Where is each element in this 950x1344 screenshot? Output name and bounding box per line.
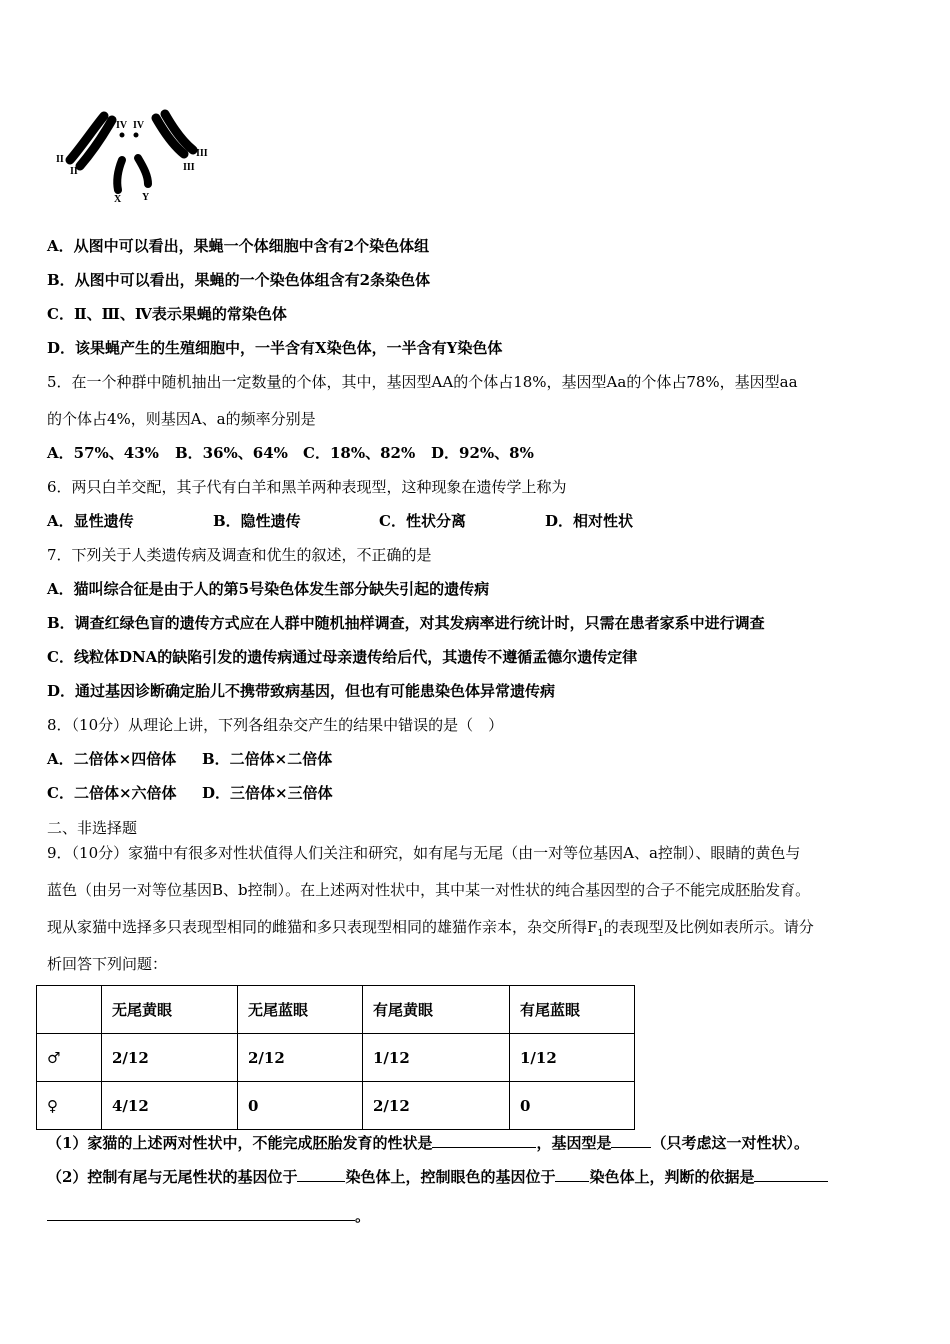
table-cell: 0 xyxy=(238,1082,363,1130)
q7-stem: 7．下列关于人类遗传病及调查和优生的叙述，不正确的是 xyxy=(47,546,432,564)
table-cell: 2/12 xyxy=(363,1082,510,1130)
q9-sub1-text-a: （1）家猫的上述两对性状中，不能完成胚胎发育的性状是 xyxy=(47,1134,433,1152)
answer-blank-eye-chromosome[interactable] xyxy=(555,1166,589,1182)
q9-sub2-text-c: 染色体上，判断的依据是 xyxy=(589,1168,755,1186)
table-cell-sex: ♂ xyxy=(37,1034,102,1082)
chromosome-IV-b xyxy=(134,133,139,138)
q8-stem: 8．（10分）从理论上讲，下列各组杂交产生的结果中错误的是（ ） xyxy=(47,716,504,734)
q9-sub1-text-b: ，基因型是 xyxy=(536,1134,612,1152)
label-II-2: II xyxy=(70,166,78,177)
table-cell: 4/12 xyxy=(102,1082,238,1130)
q4-option-d: D．该果蝇产生的生殖细胞中，一半含有X染色体，一半含有Y染色体 xyxy=(47,339,503,357)
q6-stem: 6．两只白羊交配，其子代有白羊和黑羊两种表现型，这种现象在遗传学上称为 xyxy=(47,478,567,496)
q6-option-a: A．显性遗传 xyxy=(47,512,134,530)
answer-blank-tail-chromosome[interactable] xyxy=(297,1166,345,1182)
q9-sub1-text-c: （只考虑这一对性状）。 xyxy=(651,1134,809,1152)
answer-blank-reason-part2[interactable] xyxy=(47,1205,355,1221)
q9-stem-line3-b: 的表现型及比例如表所示。请分 xyxy=(603,918,814,936)
q9-stem-line2: 蓝色（由另一对等位基因B、b控制）。在上述两对性状中，其中某一对性状的纯合基因型的合子不能完成胚胎发育。 xyxy=(47,881,811,899)
q5-options xyxy=(47,443,534,463)
table-header-cell xyxy=(37,986,102,1034)
label-IV-1: IV xyxy=(116,120,128,131)
q9-sub2-continued xyxy=(47,1205,370,1226)
table-header-cell: 有尾黄眼 xyxy=(363,986,510,1034)
q5-option-d: D．92%、8% xyxy=(431,444,534,462)
q4-option-c: C．Ⅱ、Ⅲ、Ⅳ表示果蝇的常染色体 xyxy=(47,305,287,323)
q5-option-b: B．36%、64% xyxy=(175,444,288,462)
table-row xyxy=(37,1082,635,1130)
q8-option-a: A．二倍体×四倍体 xyxy=(47,750,177,768)
q5-option-a: A．57%、43% xyxy=(47,444,159,462)
q4-option-b: B．从图中可以看出，果蝇的一个染色体组含有2条染色体 xyxy=(47,271,431,289)
q8-option-d: D．三倍体×三倍体 xyxy=(202,784,333,802)
table-cell-sex: ♀ xyxy=(37,1082,102,1130)
f1-phenotype-table xyxy=(36,985,635,1130)
q6-option-d: D．相对性状 xyxy=(545,512,634,530)
q8-option-b: B．二倍体×二倍体 xyxy=(202,750,333,768)
q9-sub2 xyxy=(47,1166,828,1187)
table-cell: 1/12 xyxy=(510,1034,635,1082)
q9-stem-line3 xyxy=(47,917,814,944)
label-IV-2: IV xyxy=(133,120,145,131)
q8-option-c: C．二倍体×六倍体 xyxy=(47,784,177,802)
q9-stem-line3-a: 现从家猫中选择多只表现型相同的雌猫和多只表现型相同的雄猫作亲本，杂交所得F xyxy=(47,918,598,936)
table-cell: 0 xyxy=(510,1082,635,1130)
answer-blank-reason-part1[interactable] xyxy=(754,1166,828,1182)
answer-blank-trait[interactable] xyxy=(432,1132,536,1148)
q8-options-row1 xyxy=(47,749,332,769)
q6-option-c: C．性状分离 xyxy=(379,512,466,530)
label-III-1: III xyxy=(196,148,208,159)
table-header-cell: 无尾黄眼 xyxy=(102,986,238,1034)
q6-options xyxy=(47,511,633,531)
q9-f1-subscript: 1 xyxy=(597,928,604,939)
q9-stem-line4: 析回答下列问题： xyxy=(47,955,168,973)
table-row xyxy=(37,1034,635,1082)
label-III-2: III xyxy=(183,162,195,173)
q5-stem-line2: 的个体占4%，则基因A、a的频率分别是 xyxy=(47,410,316,428)
q6-option-b: B．隐性遗传 xyxy=(213,512,301,530)
table-cell: 2/12 xyxy=(238,1034,363,1082)
chromosome-karyotype-figure xyxy=(52,108,217,208)
answer-blank-genotype[interactable] xyxy=(611,1132,651,1148)
q9-sub2-text-b: 染色体上，控制眼色的基因位于 xyxy=(345,1168,556,1186)
q5-stem-line1: 5．在一个种群中随机抽出一定数量的个体，其中，基因型AA的个体占18%，基因型Aa的个体占78%，基因型aa xyxy=(47,373,798,391)
q7-option-d: D．通过基因诊断确定胎儿不携带致病基因，但也有可能患染色体异常遗传病 xyxy=(47,682,556,700)
q5-option-c: C．18%、82% xyxy=(303,444,416,462)
q7-option-b: B．调查红绿色盲的遗传方式应在人群中随机抽样调查，对其发病率进行统计时，只需在患者家系中进行调查 xyxy=(47,614,765,632)
q7-option-a: A．猫叫综合征是由于人的第5号染色体发生部分缺失引起的遗传病 xyxy=(47,580,490,598)
q7-option-c: C．线粒体DNA的缺陷引发的遗传病通过母亲遗传给后代，其遗传不遵循孟德尔遗传定律 xyxy=(47,648,638,666)
section-heading: 二、非选择题 xyxy=(47,819,138,837)
table-cell: 1/12 xyxy=(363,1034,510,1082)
q9-sub2-end: 。 xyxy=(355,1207,371,1225)
chromosome-X xyxy=(117,160,122,190)
chromosome-IV-a xyxy=(120,133,125,138)
label-II-1: II xyxy=(56,154,64,165)
chromosome-Y xyxy=(138,158,148,184)
table-cell: 2/12 xyxy=(102,1034,238,1082)
label-Y: Y xyxy=(142,192,150,203)
table-header-cell: 有尾蓝眼 xyxy=(510,986,635,1034)
table-header-cell: 无尾蓝眼 xyxy=(238,986,363,1034)
label-X: X xyxy=(114,194,122,205)
q9-stem-line1: 9．（10分）家猫中有很多对性状值得人们关注和研究，如有尾与无尾（由一对等位基因A、a控制）、眼睛的黄色与 xyxy=(47,844,801,862)
table-header-row xyxy=(37,986,635,1034)
q9-sub2-text-a: （2）控制有尾与无尾性状的基因位于 xyxy=(47,1168,298,1186)
q8-options-row2 xyxy=(47,783,333,803)
q9-sub1 xyxy=(47,1132,809,1153)
q4-option-a: A．从图中可以看出，果蝇一个体细胞中含有2个染色体组 xyxy=(47,237,430,255)
